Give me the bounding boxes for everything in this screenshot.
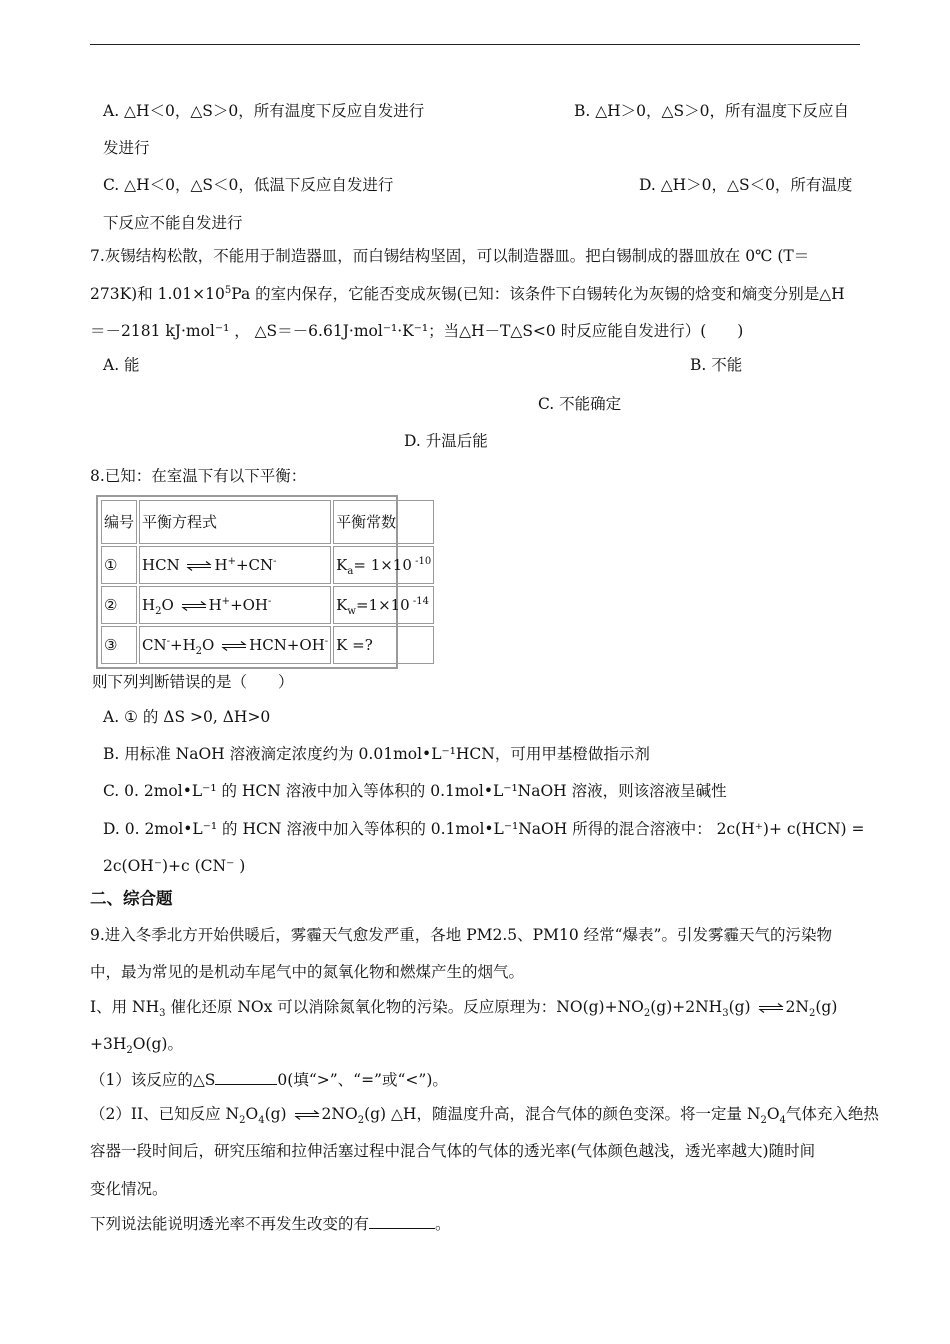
q9-part1-line2: $+3H_2O(g)$。 <box>90 1035 183 1057</box>
equilibrium-arrow-icon <box>186 561 212 571</box>
q7-stem-line3: ＝－2181 kJ·mol⁻¹ ， △S＝－6.61J·mol⁻¹·K⁻¹；当△H－T△S<0 时反应能自发进行）( ) <box>90 322 744 340</box>
equilibrium-arrow-icon <box>221 641 247 651</box>
q6-option-c: C. △H＜0，△S＜0，低温下反应自发进行 <box>103 176 394 194</box>
q9-stem-line2: 中，最为常见的是机动车尾气中的氮氧化物和燃煤产生的烟气。 <box>90 963 525 981</box>
q8-option-c: C. 0. 2mol•L⁻¹ 的 HCN 溶液中加入等体积的 0.1mol•L⁻¹NaOH 溶液，则该溶液呈碱性 <box>103 782 727 800</box>
q7-option-b: B. 不能 <box>690 356 743 374</box>
row-constant: $K_w=1\times 10$ $^{-14}$ <box>333 586 434 624</box>
header-equation: 平衡方程式 <box>139 500 331 544</box>
q9-part1-line1: I、用 $NH_3$ 催化还原 NOx 可以消除氮氧化物的污染。反应原理为：$NO(g)+NO_2(g)+2NH_3(g)$ $2N_2(g)$ <box>90 998 838 1020</box>
equilibrium-arrow-icon <box>181 601 207 611</box>
q9-sub2-line1: （2）II、已知反应 $N_2O_4(g)$ $2NO_2(g)$ △H，随温度升高，混合气体的颜色变深。将一定量 $N_2O_4$气体充入绝热 <box>90 1105 879 1127</box>
q6-option-b: B. △H＞0，△S＞0，所有温度下反应自 <box>574 102 849 120</box>
row-number: ③ <box>101 626 137 664</box>
q8-option-b: B. 用标准 NaOH 溶液滴定浓度约为 0.01mol•L⁻¹HCN，可用甲基橙做指示剂 <box>103 745 650 763</box>
q7-option-a: A. 能 <box>103 356 140 374</box>
table-row <box>101 626 434 664</box>
q9-sub1: （1）该反应的△S 0(填“>”、“=”或“<”)。 <box>90 1068 448 1091</box>
q8-question: 则下列判断错误的是（ ） <box>92 673 294 691</box>
q7-option-d: D. 升温后能 <box>404 432 488 450</box>
q6-option-d: D. △H＞0，△S＜0，所有温度 <box>639 176 853 194</box>
equilibrium-table <box>96 495 432 669</box>
table-row <box>101 546 434 584</box>
q8-option-d: D. 0. 2mol•L⁻¹ 的 HCN 溶液中加入等体积的 0.1mol•L⁻¹NaOH 所得的混合溶液中： 2c(H⁺)+ c(HCN) = <box>103 820 865 838</box>
section-title: 二、综合题 <box>90 889 173 908</box>
q7-option-c: C. 不能确定 <box>538 395 622 413</box>
header-number: 编号 <box>101 500 137 544</box>
row-equation: HCN H++CN- <box>139 546 331 584</box>
q9-sub2-line2: 容器一段时间后，研究压缩和拉伸活塞过程中混合气体的气体的透光率(气体颜色越浅，透光率越大)随时间 <box>90 1142 816 1160</box>
row-constant: K =? <box>333 626 434 664</box>
q8-option-d-cont: 2c(OH⁻)+c (CN⁻ ) <box>103 857 246 875</box>
row-constant: $K_a= 1\times 10$ $^{-10}$ <box>333 546 434 584</box>
q6-option-a: A. △H＜0，△S＞0，所有温度下反应自发进行 <box>103 102 425 120</box>
table-header-row <box>101 500 434 544</box>
row-equation: $H_2O$ H++OH- <box>139 586 331 624</box>
equilibrium-arrow-icon <box>294 1110 320 1120</box>
q7-stem-line2: 273K)和 $1.01\times 10^5Pa$ 的室内保存，它能否变成灰锡(已知：该条件下白锡转化为灰锡的焓变和熵变分别是△H <box>90 284 845 303</box>
row-number: ① <box>101 546 137 584</box>
header-rule <box>90 44 860 45</box>
q6-option-d-cont: 下反应不能自发进行 <box>103 214 243 232</box>
row-number: ② <box>101 586 137 624</box>
row-equation: $CN^-+H_2O$ HCN+OH- <box>139 626 331 664</box>
q6-option-b-cont: 发进行 <box>103 139 150 157</box>
answer-blank[interactable] <box>369 1212 435 1229</box>
table-row <box>101 586 434 624</box>
q9-sub2-line3: 变化情况。 <box>90 1180 168 1198</box>
header-constant: 平衡常数 <box>333 500 434 544</box>
q9-sub2-line4: 下列说法能说明透光率不再发生改变的有 。 <box>90 1212 451 1235</box>
answer-blank[interactable] <box>215 1068 277 1085</box>
q7-stem-line1: 7.灰锡结构松散，不能用于制造器皿，而白锡结构坚固，可以制造器皿。把白锡制成的器皿放在 0℃ (T＝ <box>90 247 810 265</box>
q8-stem: 8.已知：在室温下有以下平衡： <box>90 467 307 485</box>
q9-stem-line1: 9.进入冬季北方开始供暖后，雾霾天气愈发严重，各地 PM2.5、PM10 经常“爆表”。引发雾霾天气的污染物 <box>90 926 832 944</box>
equilibrium-arrow-icon <box>758 1003 784 1013</box>
q8-option-a: A. ① 的 ΔS >0, ΔH>0 <box>103 708 271 726</box>
